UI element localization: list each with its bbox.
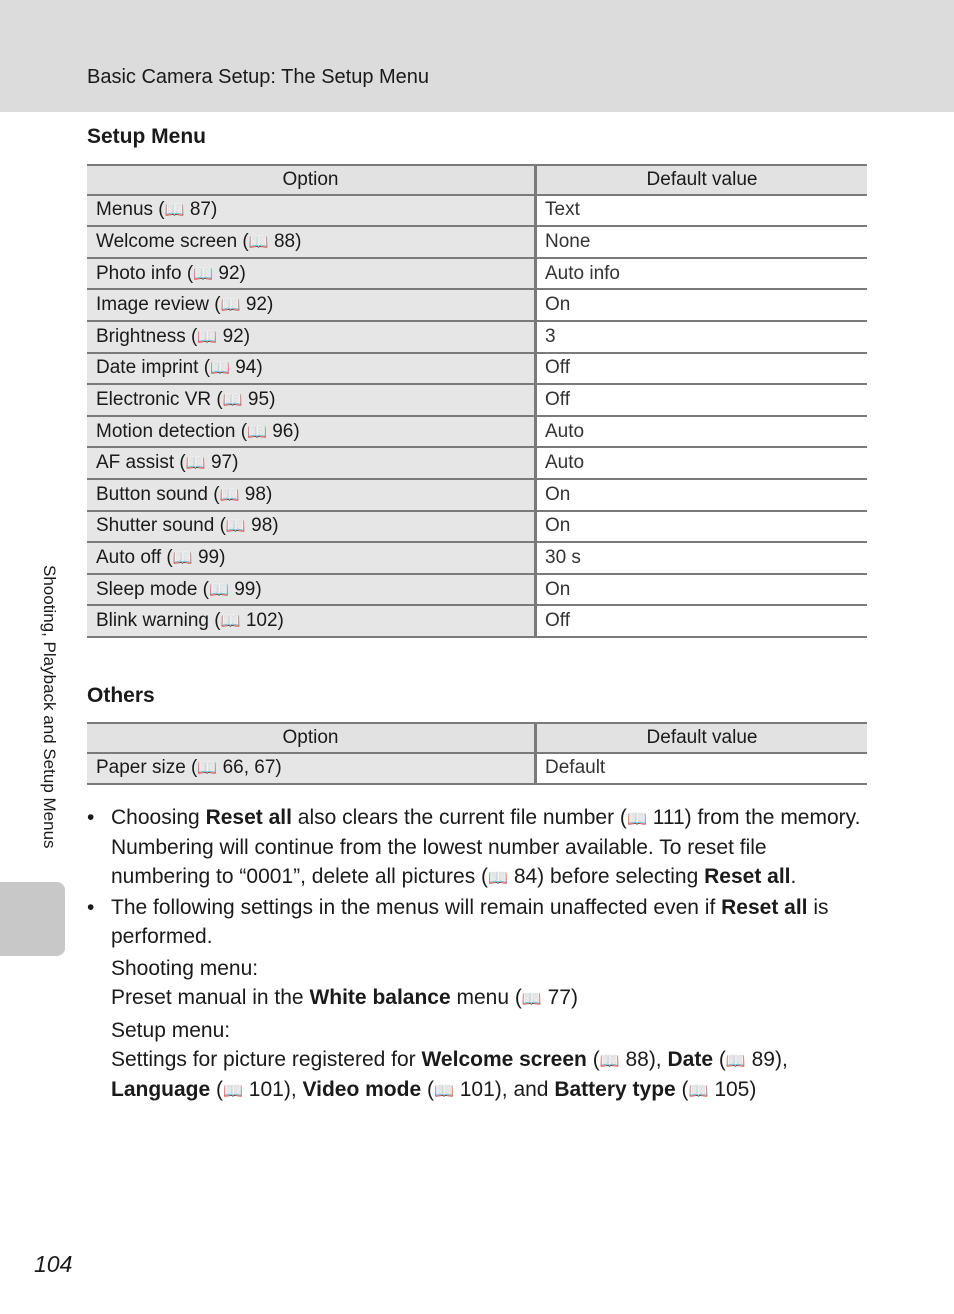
book-reference-icon: 📖 <box>222 389 243 409</box>
setup-menu-table <box>87 164 867 638</box>
book-reference-icon: 📖 <box>172 547 193 567</box>
default-value-cell: None <box>537 227 867 259</box>
book-reference-icon: 📖 <box>220 611 241 631</box>
book-reference-icon: 📖 <box>197 326 218 346</box>
side-section-tab <box>0 882 65 956</box>
page-header-title: Basic Camera Setup: The Setup Menu <box>87 66 430 88</box>
note-reset-all-file-number: • Choosing Reset all also clears the current file number (📖 111) from the memory. Numbering will continue from the lowest number available. To reset file numbering to “0001”, delete all pictures (📖 84) before selecting Reset all. <box>87 803 867 892</box>
side-tab-label: Shooting, Playback and Setup Menus <box>40 565 59 849</box>
table-row <box>87 512 867 544</box>
table-row <box>87 480 867 512</box>
book-reference-icon: 📖 <box>626 809 647 828</box>
table-row <box>87 290 867 322</box>
book-reference-icon: 📖 <box>433 1081 454 1100</box>
option-cell: Brightness (📖 92) <box>87 322 537 354</box>
option-cell: Sleep mode (📖 99) <box>87 575 537 607</box>
table-row <box>87 385 867 417</box>
table-row <box>87 227 867 259</box>
default-value-cell: On <box>537 512 867 544</box>
book-reference-icon: 📖 <box>488 868 508 887</box>
book-reference-icon: 📖 <box>688 1081 709 1100</box>
book-reference-icon: 📖 <box>197 758 218 778</box>
book-reference-icon: 📖 <box>209 579 229 599</box>
table-row <box>87 606 867 638</box>
option-cell: Image review (📖 92) <box>87 290 537 322</box>
default-value-cell: Auto <box>537 448 867 480</box>
book-reference-icon: 📖 <box>219 484 240 504</box>
default-value-cell: 30 s <box>537 543 867 575</box>
option-cell: Electronic VR (📖 95) <box>87 385 537 417</box>
page-number: 104 <box>34 1251 73 1277</box>
option-cell: Shutter sound (📖 98) <box>87 512 537 544</box>
table-row <box>87 448 867 480</box>
default-value-cell: Off <box>537 385 867 417</box>
notes-section <box>87 803 867 1105</box>
book-reference-icon: 📖 <box>599 1051 620 1070</box>
book-reference-icon: 📖 <box>248 231 269 251</box>
book-reference-icon: 📖 <box>223 1081 243 1100</box>
book-reference-icon: 📖 <box>193 263 214 283</box>
option-cell: Auto off (📖 99) <box>87 543 537 575</box>
default-value-cell: Auto info <box>537 259 867 291</box>
book-reference-icon: 📖 <box>247 421 267 441</box>
column-header-option: Option <box>87 722 537 754</box>
table-header-row <box>87 722 867 754</box>
default-value-cell: Off <box>537 354 867 386</box>
option-cell: Photo info (📖 92) <box>87 259 537 291</box>
table-header-row <box>87 164 867 196</box>
book-reference-icon: 📖 <box>185 453 206 473</box>
table-row <box>87 575 867 607</box>
others-table <box>87 722 867 785</box>
note-unaffected-settings: • The following settings in the menus will remain unaffected even if Reset all is performed. <box>87 893 867 951</box>
shooting-menu-note: Shooting menu: Preset manual in the White balance menu (📖 77) <box>111 957 578 1009</box>
book-reference-icon: 📖 <box>220 295 241 315</box>
column-header-default-value: Default value <box>537 164 867 196</box>
option-cell: Blink warning (📖 102) <box>87 606 537 638</box>
column-header-option: Option <box>87 164 537 196</box>
default-value-cell: Auto <box>537 417 867 449</box>
table-row <box>87 196 867 228</box>
default-value-cell: Text <box>537 196 867 228</box>
option-cell: Motion detection (📖 96) <box>87 417 537 449</box>
default-value-cell: On <box>537 575 867 607</box>
option-cell: Date imprint (📖 94) <box>87 354 537 386</box>
book-reference-icon: 📖 <box>225 516 246 536</box>
table-row <box>87 322 867 354</box>
header-band <box>0 0 954 112</box>
table-row <box>87 259 867 291</box>
table-row <box>87 354 867 386</box>
option-cell: Menus (📖 87) <box>87 196 537 228</box>
bullet-icon: • <box>87 806 95 829</box>
others-heading: Others <box>87 684 155 707</box>
default-value-cell: On <box>537 480 867 512</box>
setup-menu-note: Setup menu: Settings for picture registered for Welcome screen (📖 88), Date (📖 89), Language (📖 101), Video mode (📖 101), and Battery type (📖 105) <box>111 1019 788 1101</box>
option-cell: Paper size (📖 66, 67) <box>87 754 537 786</box>
table-row <box>87 543 867 575</box>
default-value-cell: Off <box>537 606 867 638</box>
book-reference-icon: 📖 <box>164 200 185 220</box>
option-cell: Welcome screen (📖 88) <box>87 227 537 259</box>
book-reference-icon: 📖 <box>725 1051 746 1070</box>
default-value-cell: On <box>537 290 867 322</box>
book-reference-icon: 📖 <box>210 358 230 378</box>
table-row <box>87 417 867 449</box>
column-header-default-value: Default value <box>537 722 867 754</box>
book-reference-icon: 📖 <box>521 989 542 1008</box>
option-cell: Button sound (📖 98) <box>87 480 537 512</box>
setup-menu-heading: Setup Menu <box>87 125 206 148</box>
table-row <box>87 754 867 786</box>
bullet-icon: • <box>87 896 95 919</box>
default-value-cell: 3 <box>537 322 867 354</box>
default-value-cell: Default <box>537 754 867 786</box>
option-cell: AF assist (📖 97) <box>87 448 537 480</box>
